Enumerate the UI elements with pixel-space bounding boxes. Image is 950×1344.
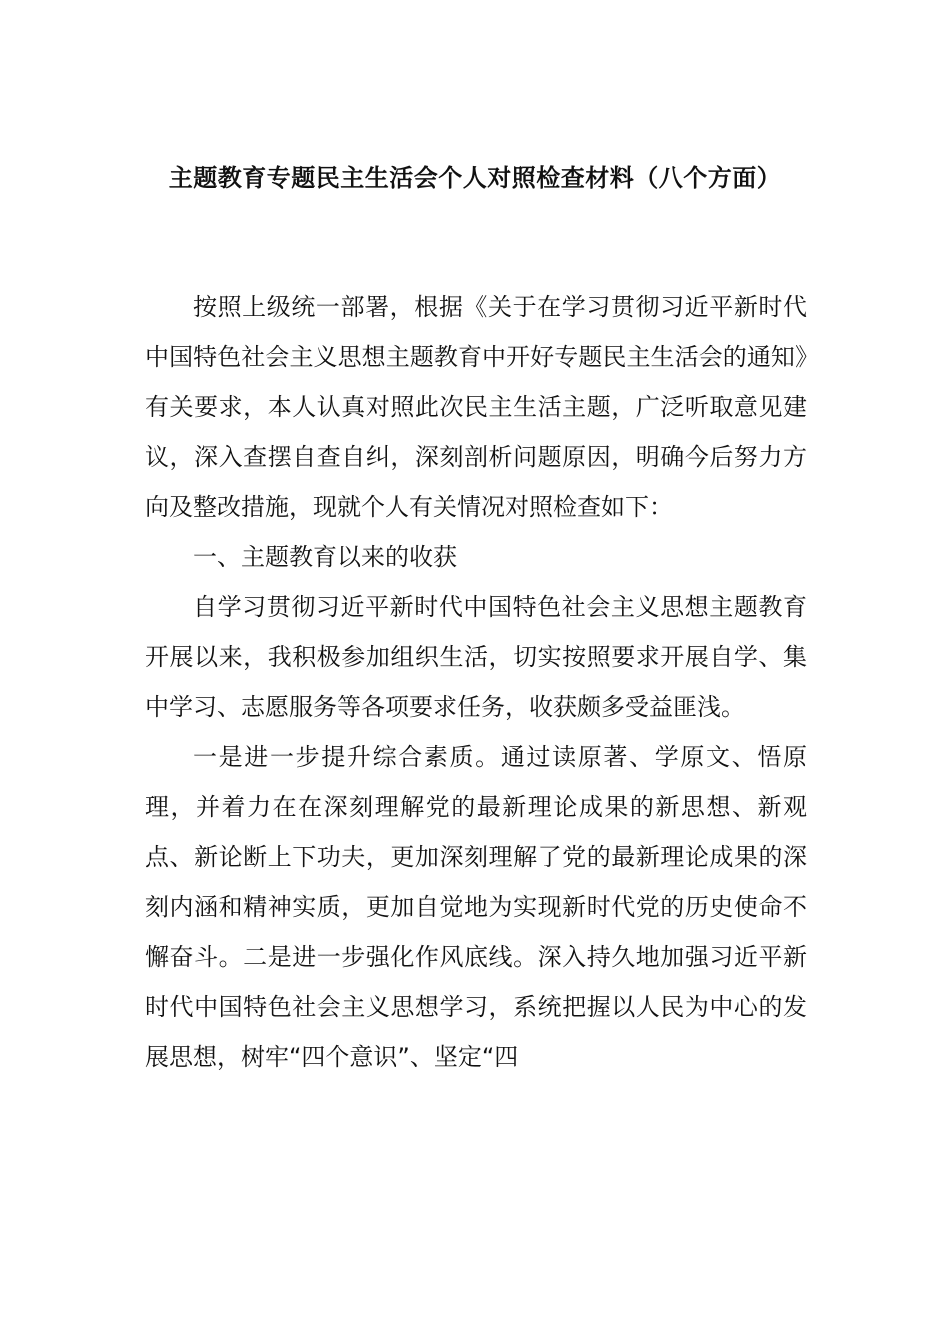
- document-title: 主题教育专题民主生活会个人对照检查材料（八个方面）: [168, 164, 782, 192]
- paragraph-details: 一是进一步提升综合素质。通过读原著、学原文、悟原理，并着力在在深刻理解党的最新理论成果的新思想、新观点、新论断上下功夫，更加深刻理解了党的最新理论成果的深刻内涵和精神实质，更加自觉地为实现新时代党的历史使命不懈奋斗。二是进一步强化作风底线。深入持久地加强习近平新时代中国特色社会主义思想学习，系统把握以人民为中心的发展思想，树牢“四个意识”、坚定“四: [145, 743, 807, 1071]
- section-heading-1: 一、主题教育以来的收获: [193, 543, 457, 571]
- document-body: [145, 282, 807, 1082]
- paragraph-intro: 按照上级统一部署，根据《关于在学习贯彻习近平新时代中国特色社会主义思想主题教育中开好专题民主生活会的通知》有关要求，本人认真对照此次民主生活主题，广泛听取意见建议，深入查摆自查自纠，深刻剖析问题原因，明确今后努力方向及整改措施，现就个人有关情况对照检查如下：: [145, 293, 807, 521]
- paragraph-gains: 自学习贯彻习近平新时代中国特色社会主义思想主题教育开展以来，我积极参加组织生活，切实按照要求开展自学、集中学习、志愿服务等各项要求任务，收获颇多受益匪浅。: [145, 593, 807, 721]
